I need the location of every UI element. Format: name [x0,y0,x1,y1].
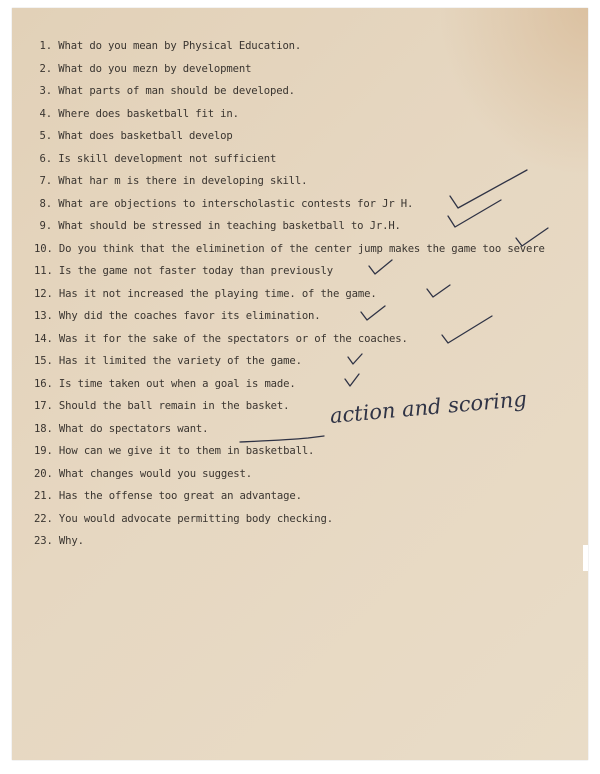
question-text: Has it limited the variety of the game. [58,355,302,367]
question-item [34,58,545,81]
question-item [34,125,545,148]
question-number: 4. [39,107,52,120]
paper-tear [583,545,588,571]
question-text: How can we give it to them in basketball. [58,445,315,457]
question-number: 2. [39,62,52,75]
question-text: What do spectators want. [58,422,209,435]
question-item [34,215,545,238]
question-text: What should be stressed in teaching basketball to Jr.H. [58,220,401,232]
question-number: 14. [34,332,53,345]
question-item [34,103,545,126]
question-text: Has it not increased the playing time. of the game. [58,287,377,300]
question-text: What changes would you suggest. [58,467,252,480]
question-text: What har m is there in developing skill. [58,175,308,187]
question-number: 16. [34,377,53,390]
question-item [34,35,545,58]
question-text: What does basketball develop [58,130,233,142]
question-item [34,193,545,216]
question-number: 7. [39,175,52,187]
question-number: 19. [34,445,53,457]
question-number: 9. [39,220,52,232]
typed-page [12,8,588,760]
question-text: What do you mean by Physical Education. [58,40,302,52]
question-number: 11. [34,265,53,277]
question-text: Has the offense too great an advantage. [58,490,302,502]
question-item [34,305,545,328]
handwritten-answer: action and scoring [328,386,528,428]
question-text: Is skill development not sufficient [58,152,277,165]
question-number: 12. [34,287,53,300]
question-number: 3. [39,85,52,97]
question-item [34,238,545,261]
question-item [34,283,545,306]
question-text: Why did the coaches favor its elimination. [58,310,321,322]
question-text: Is the game not faster today than previously [58,265,333,277]
question-list [34,35,545,553]
question-item [34,328,545,351]
question-text: What parts of man should be developed. [58,85,295,97]
question-item [34,148,545,171]
question-text: Where does basketball fit in. [58,107,239,120]
question-item [34,418,545,441]
question-number: 20. [34,467,53,480]
question-number: 18. [34,422,53,435]
question-item [34,485,545,508]
question-number: 8. [39,197,52,210]
question-item [34,508,545,531]
question-item [34,260,545,283]
question-text: Is time taken out when a goal is made. [58,377,296,390]
question-number: 22. [34,512,53,525]
question-item [34,350,545,373]
question-number: 5. [39,130,52,142]
question-text: Should the ball remain in the basket. [58,400,290,412]
question-number: 1. [39,40,52,52]
question-item [34,440,545,463]
question-number: 17. [34,400,53,412]
question-text: Was it for the sake of the spectators or of the coaches. [58,332,408,345]
question-item [34,463,545,486]
question-number: 23. [34,535,53,547]
question-text: You would advocate permitting body checking. [58,512,333,525]
question-text: Do you think that the eliminetion of the center jump makes the game too severe [58,242,545,255]
question-text: What are objections to interscholastic contests for Jr H. [58,197,414,210]
question-number: 15. [34,355,53,367]
question-number: 6. [39,152,52,165]
question-text: Why. [58,535,84,547]
question-text: What do you mezn by development [58,62,252,75]
question-item [34,170,545,193]
question-number: 13. [34,310,53,322]
question-item [34,80,545,103]
question-number: 10. [34,242,53,255]
question-number: 21. [34,490,53,502]
question-item [34,530,545,553]
